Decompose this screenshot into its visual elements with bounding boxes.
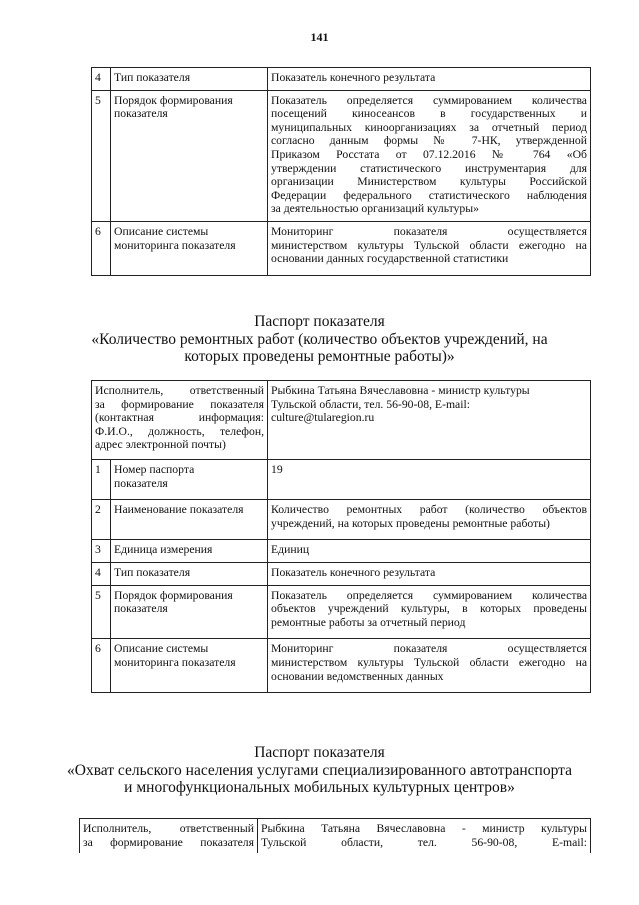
row-value: Показатель определяется суммированием количества посещений киносеансов в государственных и муниципальных киноорганизациях за отчетный период согласно данным формы № 7-НК, утвержденной Приказом Росстата от 07.12.2016 № 764 «Об утверждении статистического инструментария для организации Министерством культуры Российской Федерации федерального статистического наблюдения за деятельностью организаций культуры» [268,90,591,221]
executor-label: Исполнитель, ответственный за формирование показателя (контактная информация: Ф.И.О., должность, телефон, адрес электронной почты) [92,381,268,460]
row-label: Единица измерения [111,540,268,563]
row-label: Тип показателя [111,68,268,91]
row-number: 5 [92,90,111,221]
row-value: Показатель определяется суммированием количества объектов учреждений культуры, в которых проведены ремонтные работы за отчетный период [268,585,591,639]
row-number: 5 [92,585,111,639]
row-value: Показатель конечного результата [268,562,591,585]
table-row [92,585,591,639]
executor-label: Исполнитель, ответственный за формирование показателя [80,819,258,854]
row-number: 4 [92,562,111,585]
row-label: Номер паспорта показателя [111,459,268,499]
row-value: Мониторинг показателя осуществляется министерством культуры Тульской области ежегодно на основании ведомственных данных [268,639,591,693]
row-label: Описание системы мониторинга показателя [111,639,268,693]
table-row [92,459,591,499]
table-row [92,221,591,275]
executor-value: Рыбкина Татьяна Вячеславовна - министр культуры Тульской области, тел. 56-90-08, E-mail: [258,819,591,854]
row-number: 4 [92,68,111,91]
table-row [92,68,591,91]
table-row [92,90,591,221]
row-value: Единиц [268,540,591,563]
row-number: 1 [92,459,111,499]
row-number: 2 [92,500,111,540]
row-value: Количество ремонтных работ (количество объектов учреждений, на которых проведены ремонтные работы) [268,500,591,540]
row-value: Мониторинг показателя осуществляется министерством культуры Тульской области ежегодно на основании данных государственной статистики [268,221,591,275]
row-label: Описание системы мониторинга показателя [111,221,268,275]
executor-row [92,381,591,460]
row-label: Порядок формирования показателя [111,585,268,639]
row-label: Порядок формирования показателя [111,90,268,221]
row-number: 3 [92,540,111,563]
passport-table-3 [79,818,591,853]
executor-row [80,819,591,854]
table-row [92,639,591,693]
section-title-repair-works: Паспорт показателя «Количество ремонтных работ (количество объектов учреждений, на которых проведены ремонтные работы)» [91,313,548,365]
table-row [92,562,591,585]
row-value: 19 [268,459,591,499]
passport-table-2 [91,380,591,693]
table-row [92,540,591,563]
passport-table-1 [91,67,591,276]
table-row [92,500,591,540]
page-number: 141 [310,30,329,44]
row-number: 6 [92,639,111,693]
row-label: Тип показателя [111,562,268,585]
row-value: Показатель конечного результата [268,68,591,91]
row-label: Наименование показателя [111,500,268,540]
section-title-rural-coverage: Паспорт показателя «Охват сельского населения услугами специализированного автотранспорта и многофункциональных мобильных культурных центров» [67,744,572,796]
executor-value: Рыбкина Татьяна Вячеславовна - министр культуры Тульской области, тел. 56-90-08, E-mail: culture@tularegion.ru [268,381,591,460]
row-number: 6 [92,221,111,275]
